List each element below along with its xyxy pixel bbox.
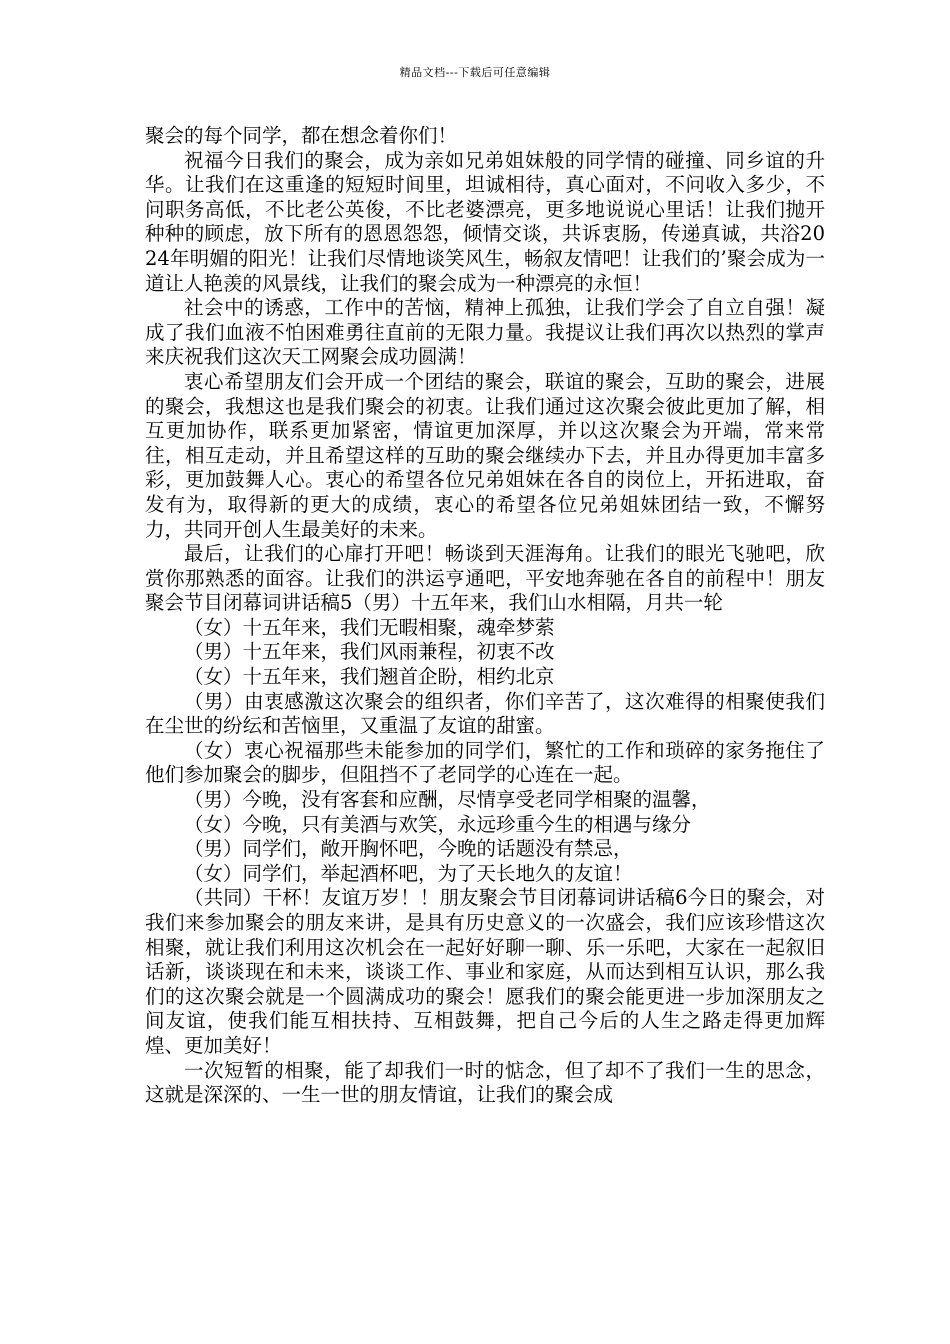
page-header: 精品文档---下载后可任意编辑	[399, 66, 551, 79]
dialogue-line: （男）今晚，没有客套和应酬，尽情享受老同学相聚的温馨，	[184, 788, 711, 812]
dialogue-line: （男）同学们，敞开胸怀吧，今晚的话题没有禁忌，	[184, 837, 633, 861]
dialogue-line: （女）衷心祝福那些未能参加的同学们，繁忙的工作和琐碎的家务拖住了他们参加聚会的脚步，但阻挡不了老同学的心连在一起。	[145, 738, 825, 787]
dialogue-line: （男）由衷感激这次聚会的组织者，你们辛苦了，这次难得的相聚使我们在尘世的纷纭和苦恼里，又重温了友谊的甜蜜。	[145, 689, 825, 738]
paragraph: 一次短暂的相聚，能了却我们一时的惦念，但了却不了我们一生的思念，这就是深深的、一生一世的朋友情谊，让我们的聚会成	[145, 1058, 825, 1107]
paragraph: 最后，让我们的心扉打开吧！畅谈到天涯海角。让我们的眼光飞驰吧，欣赏你那熟悉的面容。让我们的洪运亨通吧，平安地奔驰在各自的前程中！朋友聚会节目闭幕词讲话稿5（男）十五年来，我们山水相隔，月共一轮	[145, 542, 825, 615]
dialogue-line: （女）今晚，只有美酒与欢笑，永远珍重今生的相遇与缘分	[184, 812, 692, 836]
document-body	[145, 124, 825, 1108]
paragraph: 聚会的每个同学，都在想念着你们！	[145, 124, 458, 147]
paragraph: 祝福今日我们的聚会，成为亲如兄弟姐妹般的同学情的碰撞、同乡谊的升华。让我们在这重逢的短短时间里，坦诚相待，真心面对，不问收入多少，不问职务高低，不比老公英俊，不比老婆漂亮，更多地说说心里话！让我们抛开种种的顾虑，放下所有的恩恩怨怨，倾情交谈，共诉衷肠，传递真诚，共浴2024年明媚的阳光！让我们尽情地谈笑风生，畅叙友情吧！让我们的’聚会成为一道让人艳羡的风景线，让我们的聚会成为一种漂亮的永恒！	[145, 148, 825, 295]
dialogue-line: （女）同学们，举起酒杯吧，为了天长地久的友谊！	[184, 861, 633, 885]
dialogue-line: （女）十五年来，我们翘首企盼，相约北京	[184, 665, 555, 689]
dialogue-line: （女）十五年来，我们无暇相聚，魂牵梦萦	[184, 615, 555, 639]
paragraph: 社会中的诱惑，工作中的苦恼，精神上孤独，让我们学会了自立自强！凝成了我们血液不怕困难勇往直前的无限力量。我提议让我们再次以热烈的掌声来庆祝我们这次天工网聚会成功圆满！	[145, 296, 825, 369]
paragraph: 衷心希望朋友们会开成一个团结的聚会，联谊的聚会，互助的聚会，进展的聚会，我想这也是我们聚会的初衷。让我们通过这次聚会彼此更加了解，相互更加协作，联系更加紧密，情谊更加深厚，并以这次聚会为开端，常来常往，相互走动，并且希望这样的互助的聚会继续办下去，并且办得更加丰富多彩，更加鼓舞人心。衷心的希望各位兄弟姐妹在各自的岗位上，开拓进取，奋发有为，取得新的更大的成绩，衷心的希望各位兄弟姐妹团结一致，不懈努力，共同开创人生最美好的未来。	[145, 369, 825, 541]
dialogue-line: （男）十五年来，我们风雨兼程，初衷不改	[184, 640, 555, 664]
paragraph: （共同）干杯！友谊万岁！！朋友聚会节目闭幕词讲话稿6今日的聚会，对我们来参加聚会的朋友来讲，是具有历史意义的一次盛会，我们应该珍惜这次相聚，就让我们利用这次机会在一起好好聊一聊、乐一乐吧，大家在一起叙旧话新，谈谈现在和未来，谈谈工作、事业和家庭，从而达到相互认识，那么我们的这次聚会就是一个圆满成功的聚会！愿我们的聚会能更进一步加深朋友之间友谊，使我们能互相扶持、互相鼓舞，把自己今后的人生之路走得更加辉煌、更加美好！	[145, 886, 825, 1057]
